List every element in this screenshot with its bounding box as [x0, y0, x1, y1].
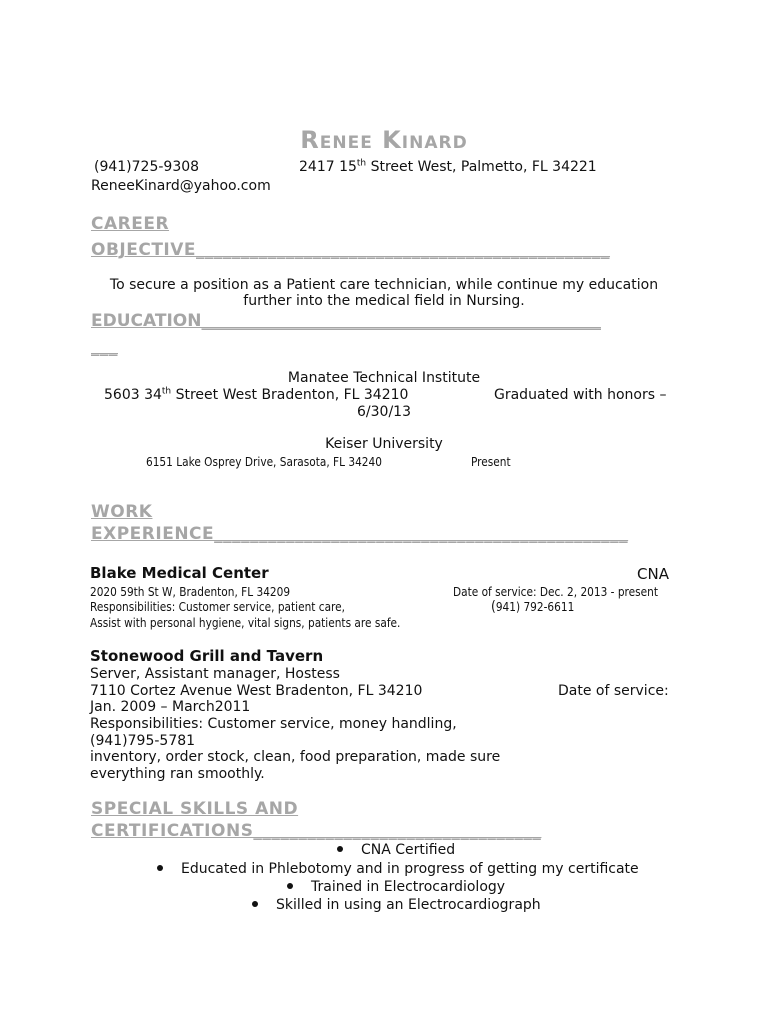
bullet-icon	[157, 865, 163, 871]
job2-date-range-text: Jan. 2009 – March2011	[90, 699, 251, 715]
job2-date-label-text: Date of service:	[558, 683, 669, 699]
skill-item	[287, 878, 505, 896]
school1-address-sup: th	[161, 386, 172, 397]
education-heading-line1	[91, 311, 601, 331]
phone-text: (941)725-9308	[94, 159, 200, 175]
school1-address	[104, 387, 408, 403]
job1-duties	[90, 615, 400, 631]
education-heading-text2: ___	[91, 337, 118, 357]
school2-name-text: Keiser University	[325, 436, 443, 452]
skill-item	[337, 841, 455, 859]
career-heading-text1: CAREER	[91, 214, 170, 234]
school1-address-rest: Street West Bradenton, FL 34210	[171, 387, 409, 403]
school2-status-text: Present	[471, 455, 511, 469]
school1-date	[0, 404, 768, 420]
job1-address	[90, 584, 290, 600]
job2-responsibilities	[90, 716, 457, 732]
career-text-line1	[0, 277, 768, 293]
career-heading-line1	[91, 214, 169, 234]
job2-date-range	[90, 699, 250, 715]
skill-text: Educated in Phlebotomy and in progress of getting my certificate	[181, 861, 639, 877]
career-text1: To secure a position as a Patient care technician, while continue my education	[109, 277, 659, 293]
skills-heading-text2: CERTIFICATIONS________________________________	[91, 821, 542, 841]
school1-honors	[494, 387, 667, 403]
work-heading-line1	[91, 502, 152, 522]
school1-address-number: 5603 34	[104, 387, 162, 403]
name-text: Renee Kinard	[300, 126, 468, 154]
resume-name	[0, 126, 768, 154]
job1-date	[453, 584, 658, 600]
job1-title-text: CNA	[637, 565, 669, 583]
school1-name-text: Manatee Technical Institute	[287, 370, 481, 386]
skill-text: Skilled in using an Electrocardiograph	[276, 897, 541, 913]
school1-honors-text: Graduated with honors –	[494, 387, 667, 403]
job1-employer-text: Blake Medical Center	[90, 564, 269, 582]
job2-duties-line1	[90, 749, 500, 765]
address-number: 2417 15	[299, 159, 357, 175]
career-text-line2	[0, 293, 768, 309]
education-heading-text1: EDUCATION_______________________________________________	[91, 311, 601, 331]
job2-responsibilities-text: Responsibilities: Customer service, money handling,	[90, 716, 457, 732]
career-text2: further into the medical field in Nursing.	[243, 293, 525, 309]
school2-status	[471, 454, 511, 470]
work-heading-text1: WORK	[91, 502, 153, 522]
job2-roles	[90, 666, 340, 682]
skills-heading-line1	[91, 799, 298, 819]
job1-responsibilities	[90, 599, 345, 615]
skills-heading-line2	[91, 821, 541, 841]
phone	[94, 159, 199, 175]
job1-duties-text: Assist with personal hygiene, vital signs, patients are safe.	[90, 616, 401, 630]
email-text[interactable]: ReneeKinard@yahoo.com	[91, 178, 271, 194]
career-heading-line2	[91, 240, 610, 260]
job1-title	[637, 566, 669, 582]
skills-heading-text1: SPECIAL SKILLS AND	[91, 799, 299, 819]
education-heading-line2	[91, 337, 118, 357]
job2-date-label	[558, 683, 669, 699]
address	[299, 159, 597, 175]
school1-name	[0, 370, 768, 386]
job1-phone-text: 941) 792-6611	[495, 600, 575, 614]
job2-phone-text: (941)795-5781	[90, 733, 196, 749]
career-heading-text2: OBJECTIVE______________________________________________	[91, 240, 611, 260]
job2-duties-text2: everything ran smoothly.	[90, 766, 265, 782]
school1-date-text: 6/30/13	[357, 404, 411, 420]
job2-duties-line2	[90, 766, 265, 782]
job2-employer	[90, 648, 323, 664]
bullet-icon	[287, 883, 293, 889]
job1-responsibilities-text: Responsibilities: Customer service, patient care,	[90, 600, 346, 614]
skill-item	[157, 860, 639, 878]
job1-date-text: Date of service: Dec. 2, 2013 - present	[453, 585, 658, 599]
skill-text: CNA Certified	[361, 842, 456, 858]
email[interactable]	[91, 178, 271, 194]
skill-text: Trained in Electrocardiology	[311, 879, 506, 895]
address-sup: th	[356, 158, 367, 169]
job2-address-text: 7110 Cortez Avenue West Bradenton, FL 34210	[90, 683, 423, 699]
work-heading-text2: EXPERIENCE______________________________________________	[91, 524, 629, 544]
job2-roles-text: Server, Assistant manager, Hostess	[90, 666, 340, 682]
bullet-icon	[337, 846, 343, 852]
bullet-icon	[252, 901, 258, 907]
school2-name	[0, 436, 768, 452]
work-heading-line2	[91, 524, 628, 544]
job2-phone	[90, 733, 195, 749]
job2-employer-text: Stonewood Grill and Tavern	[90, 647, 324, 665]
job1-employer	[90, 565, 269, 581]
job2-address	[90, 683, 422, 699]
address-rest: Street West, Palmetto, FL 34221	[366, 159, 597, 175]
school2-address	[146, 454, 382, 470]
job1-phone	[491, 599, 574, 615]
school2-address-text: 6151 Lake Osprey Drive, Sarasota, FL 34240	[146, 455, 382, 469]
skill-item	[252, 896, 541, 914]
job1-address-text: 2020 59th St W, Bradenton, FL 34209	[90, 585, 291, 599]
job2-duties-text1: inventory, order stock, clean, food preparation, made sure	[90, 749, 501, 765]
job1-phone-paren: (	[491, 599, 496, 615]
